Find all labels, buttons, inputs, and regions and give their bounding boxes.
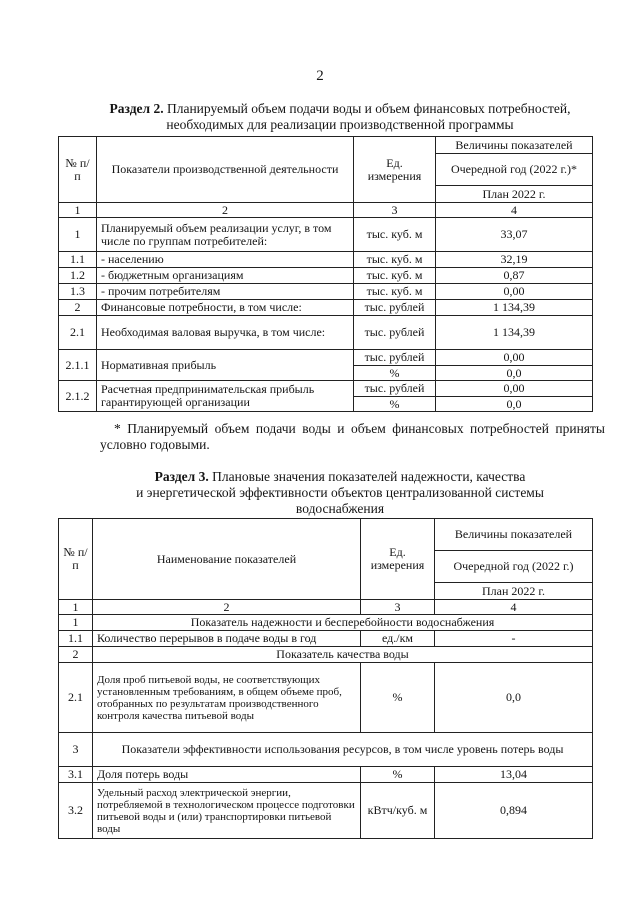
section2-footnote (100, 421, 605, 453)
s3-header-next-year: Очередной год (2022 г.) (435, 551, 593, 583)
row-num: 2 (59, 300, 97, 316)
table-row (59, 252, 593, 268)
s2-header-values: Величины показателей (436, 137, 593, 154)
row-value: 0,894 (435, 783, 593, 839)
row-unit: тыс. куб. м (354, 218, 436, 252)
table-row (59, 316, 593, 350)
section3-table (58, 518, 593, 839)
row-unit: % (361, 663, 435, 733)
row-unit: % (361, 767, 435, 783)
s3-index-cell: 2 (93, 600, 361, 615)
row-unit: тыс. рублей (354, 381, 436, 397)
row-value: 0,0 (436, 397, 593, 412)
row-num: 3.1 (59, 767, 93, 783)
row-name: Доля проб питьевой воды, не соответствующих установленным требованиям, в общем объеме проб, отобранных по результатам производственного контроля качества питьевой воды (93, 663, 361, 733)
group-title: Показатель качества воды (93, 647, 593, 663)
row-name: Расчетная предпринимательская прибыль гарантирующей организации (97, 381, 354, 412)
row-name: Финансовые потребности, в том числе: (97, 300, 354, 316)
group-row (59, 733, 593, 767)
row-value: 32,19 (436, 252, 593, 268)
row-name: Необходимая валовая выручка, в том числе: (97, 316, 354, 350)
row-num: 1.3 (59, 284, 97, 300)
row-name: - населению (97, 252, 354, 268)
section3-title-bold: Раздел 3. (154, 469, 209, 484)
row-value: 1 134,39 (436, 300, 593, 316)
row-name: Нормативная прибыль (97, 350, 354, 381)
page-number: 2 (316, 68, 324, 84)
s3-index-cell: 4 (435, 600, 593, 615)
s2-index-cell: 2 (97, 203, 354, 218)
section3-title-line3: водоснабжения (295, 501, 385, 516)
row-value: 0,00 (436, 284, 593, 300)
section3-title (60, 469, 620, 517)
section2-title (60, 101, 620, 133)
s2-header-next-year: Очередной год (2022 г.)* (436, 154, 593, 186)
row-num: 1.1 (59, 252, 97, 268)
section3-title-line2: и энергетической эффективности объектов централизованной системы (136, 485, 544, 500)
table-row (59, 783, 593, 839)
table-row (59, 284, 593, 300)
row-value: 0,00 (436, 350, 593, 366)
s3-header-values: Величины показателей (435, 519, 593, 551)
row-unit: тыс. куб. м (354, 268, 436, 284)
table-row (59, 381, 593, 397)
s3-header-indicator: Наименование показателей (93, 519, 361, 600)
table-row (59, 663, 593, 733)
row-name: Удельный расход электрической энергии, потребляемой в технологическом процессе подготовки питьевой воды и (или) транспортировки питьевой воды (93, 783, 361, 839)
s2-header-plan: План 2022 г. (436, 186, 593, 203)
group-num: 3 (59, 733, 93, 767)
s3-header-unit: Ед. измерения (361, 519, 435, 600)
row-value: 0,0 (436, 366, 593, 381)
group-num: 1 (59, 615, 93, 631)
row-unit: тыс. куб. м (354, 284, 436, 300)
row-name: - бюджетным организациям (97, 268, 354, 284)
row-value: 33,07 (436, 218, 593, 252)
row-value: 0,87 (436, 268, 593, 284)
row-num: 1 (59, 218, 97, 252)
row-value: 13,04 (435, 767, 593, 783)
s2-header-num: № п/п (59, 137, 97, 203)
footnote-text: * Планируемый объем подачи воды и объем финансовых потребностей приняты условно годовыми. (100, 421, 605, 452)
group-row (59, 647, 593, 663)
s3-header-plan: План 2022 г. (435, 583, 593, 600)
table-row (59, 631, 593, 647)
row-num: 2.1 (59, 663, 93, 733)
s3-index-cell: 1 (59, 600, 93, 615)
section2-title-rest: Планируемый объем подачи воды и объем финансовых потребностей, (163, 101, 571, 116)
section3-title-rest: Плановые значения показателей надежности, качества (208, 469, 526, 484)
s3-index-cell: 3 (361, 600, 435, 615)
row-unit: % (354, 366, 436, 381)
row-unit: тыс. рублей (354, 350, 436, 366)
table-row (59, 300, 593, 316)
group-title: Показатель надежности и бесперебойности водоснабжения (93, 615, 593, 631)
row-unit: % (354, 397, 436, 412)
row-num: 3.2 (59, 783, 93, 839)
row-num: 2.1 (59, 316, 97, 350)
section2-table (58, 136, 593, 412)
row-num: 2.1.2 (59, 381, 97, 412)
row-name: Планируемый объем реализации услуг, в том числе по группам потребителей: (97, 218, 354, 252)
s2-header-unit: Ед. измерения (354, 137, 436, 203)
row-value: 0,00 (436, 381, 593, 397)
table-row (59, 218, 593, 252)
s2-index-cell: 4 (436, 203, 593, 218)
row-num: 1.2 (59, 268, 97, 284)
row-unit: ед./км (361, 631, 435, 647)
row-name: Количество перерывов в подаче воды в год (93, 631, 361, 647)
row-name: Доля потерь воды (93, 767, 361, 783)
section2-title-bold: Раздел 2. (109, 101, 164, 116)
s2-index-cell: 3 (354, 203, 436, 218)
row-value: - (435, 631, 593, 647)
section2-title-line2: необходимых для реализации производственной программы (166, 117, 514, 132)
row-num: 1.1 (59, 631, 93, 647)
row-name: - прочим потребителям (97, 284, 354, 300)
group-num: 2 (59, 647, 93, 663)
row-unit: тыс. куб. м (354, 252, 436, 268)
row-unit: тыс. рублей (354, 316, 436, 350)
row-unit: кВтч/куб. м (361, 783, 435, 839)
row-num: 2.1.1 (59, 350, 97, 381)
row-value: 1 134,39 (436, 316, 593, 350)
row-unit: тыс. рублей (354, 300, 436, 316)
group-title: Показатели эффективности использования ресурсов, в том числе уровень потерь воды (93, 733, 593, 767)
row-value: 0,0 (435, 663, 593, 733)
table-row (59, 268, 593, 284)
table-row (59, 767, 593, 783)
s3-header-num: № п/п (59, 519, 93, 600)
group-row (59, 615, 593, 631)
table-row (59, 350, 593, 366)
s2-header-indicator: Показатели производственной деятельности (97, 137, 354, 203)
s2-index-cell: 1 (59, 203, 97, 218)
